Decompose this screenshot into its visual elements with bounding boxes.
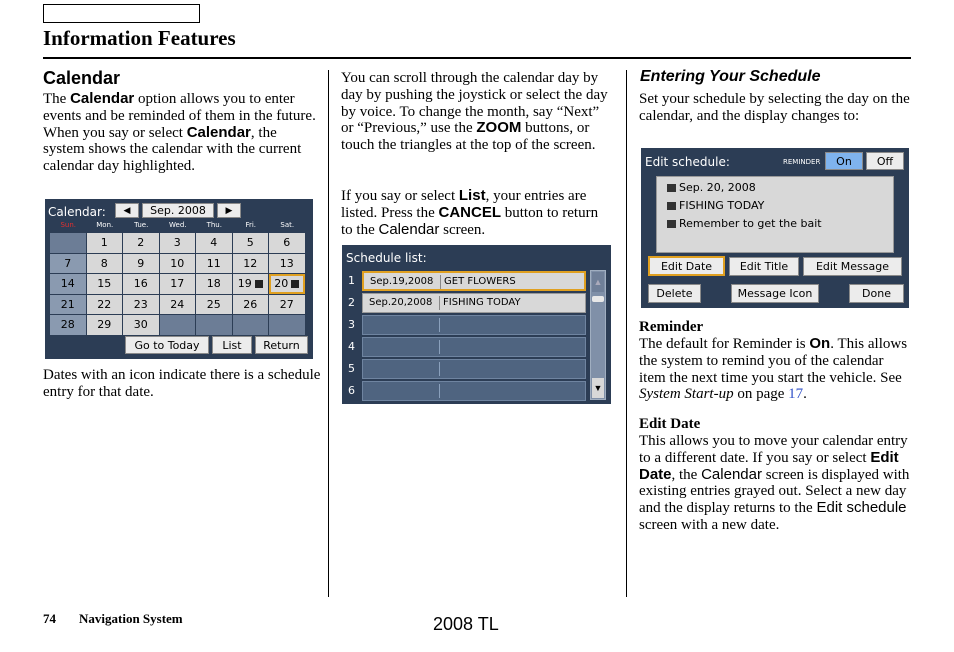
schedule-entry-icon [255, 280, 263, 288]
calendar-day-2[interactable] [123, 233, 159, 253]
schedule-row[interactable] [362, 271, 586, 291]
day-number: 9 [137, 256, 145, 270]
scroll-up-icon[interactable]: ▲ [592, 272, 604, 292]
row-number: 2 [348, 296, 355, 309]
return-button[interactable]: Return [255, 336, 308, 354]
weekday-label: Sat. [280, 221, 295, 229]
weekday-label: Fri. [245, 221, 257, 229]
day-number: 4 [210, 236, 218, 250]
calendar-day-7[interactable] [50, 254, 86, 274]
calendar-empty-cell [160, 315, 196, 335]
list-paragraph: If you say or select List, your entries are listed. Press the CANCEL button to return to the Calendar screen. [341, 187, 599, 238]
day-number: 8 [100, 256, 108, 270]
prev-month-button[interactable]: ◀ [115, 203, 139, 218]
schedule-row[interactable] [362, 293, 586, 313]
row-number: 4 [348, 340, 355, 353]
weekday-label: Mon. [96, 221, 114, 229]
day-number: 1 [100, 236, 108, 250]
calendar-day-5[interactable] [233, 233, 269, 253]
calendar-heading: Calendar [43, 68, 121, 88]
day-number: 14 [60, 277, 75, 291]
edit-message-button[interactable]: Edit Message [803, 257, 902, 276]
scroll-down-icon[interactable]: ▼ [592, 378, 604, 398]
day-number: 25 [206, 297, 221, 311]
column-divider-2 [626, 70, 627, 597]
row-divider [439, 296, 440, 310]
page-17-link[interactable]: 17 [788, 386, 804, 403]
calendar-day-4[interactable] [196, 233, 232, 253]
model-label: 2008 TL [433, 614, 499, 634]
calendar-day-18[interactable] [196, 274, 232, 294]
calendar-day-3[interactable] [160, 233, 196, 253]
edit-schedule-title: Edit schedule: [645, 155, 730, 169]
schedule-row[interactable] [362, 315, 586, 335]
row-number: 1 [348, 274, 355, 287]
day-number: 6 [283, 236, 291, 250]
calendar-day-11[interactable] [196, 254, 232, 274]
weekday-label: Thu. [206, 221, 222, 229]
edit-date-button[interactable]: Edit Date [648, 256, 725, 276]
calendar-day-22[interactable] [87, 295, 123, 315]
calendar-day-21[interactable] [50, 295, 86, 315]
list-button[interactable]: List [212, 336, 252, 354]
entering-schedule-intro: Set your schedule by selecting the day on the calendar, and the display changes to: [639, 91, 910, 124]
calendar-day-28[interactable] [50, 315, 86, 335]
entering-schedule-heading: Entering Your Schedule [640, 68, 821, 85]
day-number: 16 [133, 277, 148, 291]
schedule-title: GET FLOWERS [444, 276, 516, 287]
schedule-date: Sep.19,2008 [370, 276, 434, 287]
reminder-on-button[interactable]: On [825, 152, 863, 170]
row-divider [439, 384, 440, 398]
day-number: 22 [97, 297, 112, 311]
delete-button[interactable]: Delete [648, 284, 701, 303]
calendar-day-16[interactable] [123, 274, 159, 294]
header-tab-box [43, 4, 200, 23]
calendar-day-15[interactable] [87, 274, 123, 294]
calendar-empty-cell [269, 315, 305, 335]
reminder-label: REMINDER [783, 158, 821, 166]
day-number: 23 [133, 297, 148, 311]
schedule-entry-icon [291, 280, 299, 288]
schedule-title: FISHING TODAY [443, 297, 521, 308]
month-label: Sep. 2008 [142, 203, 214, 218]
calendar-day-27[interactable] [269, 295, 305, 315]
day-number: 5 [246, 236, 254, 250]
weekday-label: Sun. [60, 221, 77, 229]
column-divider-1 [328, 70, 329, 597]
day-number: 28 [60, 318, 75, 332]
calendar-day-23[interactable] [123, 295, 159, 315]
go-to-today-button[interactable]: Go to Today [125, 336, 209, 354]
calendar-screen-title: Calendar: [48, 205, 106, 219]
day-number: 11 [206, 256, 221, 270]
calendar-paragraph: The Calendar option allows you to enter events and be reminded of them in the future. When you say or select Calendar, the system shows the calendar with the current calendar day highlighted. [43, 90, 316, 175]
calendar-day-25[interactable] [196, 295, 232, 315]
title-icon [667, 202, 676, 210]
weekday-label: Wed. [169, 221, 187, 229]
calendar-day-9[interactable] [123, 254, 159, 274]
done-button[interactable]: Done [849, 284, 904, 303]
calendar-day-13[interactable] [269, 254, 305, 274]
icon-note-paragraph: Dates with an icon indicate there is a schedule entry for that date. [43, 367, 321, 400]
calendar-screen [45, 199, 313, 359]
book-title: Navigation System [79, 611, 183, 626]
day-number: 13 [279, 256, 294, 270]
day-number: 15 [97, 277, 112, 291]
calendar-day-1[interactable] [87, 233, 123, 253]
calendar-empty-cell [233, 315, 269, 335]
day-number: 7 [64, 256, 72, 270]
day-number: 26 [243, 297, 258, 311]
day-number: 24 [170, 297, 185, 311]
day-number: 21 [60, 297, 75, 311]
row-number: 3 [348, 318, 355, 331]
row-divider [440, 275, 441, 289]
scroll-paragraph: You can scroll through the calendar day by day by pushing the joystick or select the day by voice. To change the month, say “Next” or “Previous,” use the ZOOM buttons, or touch the triangles at the top of the screen. [341, 70, 608, 154]
calendar-day-6[interactable] [269, 233, 305, 253]
message-icon-button[interactable]: Message Icon [731, 284, 819, 303]
row-number: 6 [348, 384, 355, 397]
schedule-list-title: Schedule list: [346, 251, 427, 265]
schedule-date: Sep.20,2008 [369, 297, 433, 308]
calendar-day-14[interactable] [50, 274, 86, 294]
day-number: 30 [133, 318, 148, 332]
scroll-thumb[interactable] [592, 296, 604, 302]
title-line: FISHING TODAY [667, 199, 764, 212]
day-number: 20 [274, 277, 289, 291]
weekday-label: Tue. [134, 221, 149, 229]
schedule-list-screen [342, 245, 611, 404]
calendar-day-12[interactable] [233, 254, 269, 274]
calendar-day-29[interactable] [87, 315, 123, 335]
row-divider [439, 340, 440, 354]
message-line: Remember to get the bait [667, 217, 822, 230]
row-divider [439, 318, 440, 332]
calendar-day-17[interactable] [160, 274, 196, 294]
page-number: 74 [43, 611, 56, 626]
schedule-row[interactable] [362, 381, 586, 401]
day-number: 3 [173, 236, 181, 250]
day-number: 17 [170, 277, 185, 291]
reminder-paragraph: The default for Reminder is On. This allows the system to remind you of the calendar item the next time you start the vehicle. See System Start-up on page 17. [639, 335, 908, 403]
calendar-day-19[interactable] [233, 274, 269, 294]
schedule-detail-panel [656, 176, 894, 253]
page-title: Information Features [43, 26, 236, 50]
edit-date-paragraph: This allows you to move your calendar entry to a different date. If you say or select Edit Date, the Calendar screen is displayed with existing entries grayed out. Select a new day and the display returns to the Edit schedule screen with a new date. [639, 433, 910, 533]
calendar-day-30[interactable] [123, 315, 159, 335]
message-icon [667, 220, 676, 228]
row-divider [439, 362, 440, 376]
header-rule [43, 57, 911, 59]
edit-schedule-screen [641, 148, 909, 308]
day-number: 2 [137, 236, 145, 250]
edit-title-button[interactable]: Edit Title [729, 257, 799, 276]
date-line: Sep. 20, 2008 [667, 181, 756, 194]
reminder-off-button[interactable]: Off [866, 152, 904, 170]
reminder-heading: Reminder [639, 319, 704, 335]
day-number: 12 [243, 256, 258, 270]
calendar-day-8[interactable] [87, 254, 123, 274]
calendar-day-10[interactable] [160, 254, 196, 274]
row-number: 5 [348, 362, 355, 375]
edit-date-heading: Edit Date [639, 416, 701, 432]
day-number: 10 [170, 256, 185, 270]
schedule-row[interactable] [362, 337, 586, 357]
calendar-empty-cell [196, 315, 232, 335]
schedule-row[interactable] [362, 359, 586, 379]
calendar-day-24[interactable] [160, 295, 196, 315]
list-scrollbar[interactable] [590, 270, 606, 400]
calendar-day-26[interactable] [233, 295, 269, 315]
day-number: 19 [237, 277, 252, 291]
day-number: 27 [279, 297, 294, 311]
calendar-day-20[interactable] [269, 274, 305, 294]
day-number: 18 [206, 277, 221, 291]
day-number: 29 [97, 318, 112, 332]
calendar-empty-cell [50, 233, 86, 253]
calendar-icon [667, 184, 676, 192]
next-month-button[interactable]: ▶ [217, 203, 241, 218]
